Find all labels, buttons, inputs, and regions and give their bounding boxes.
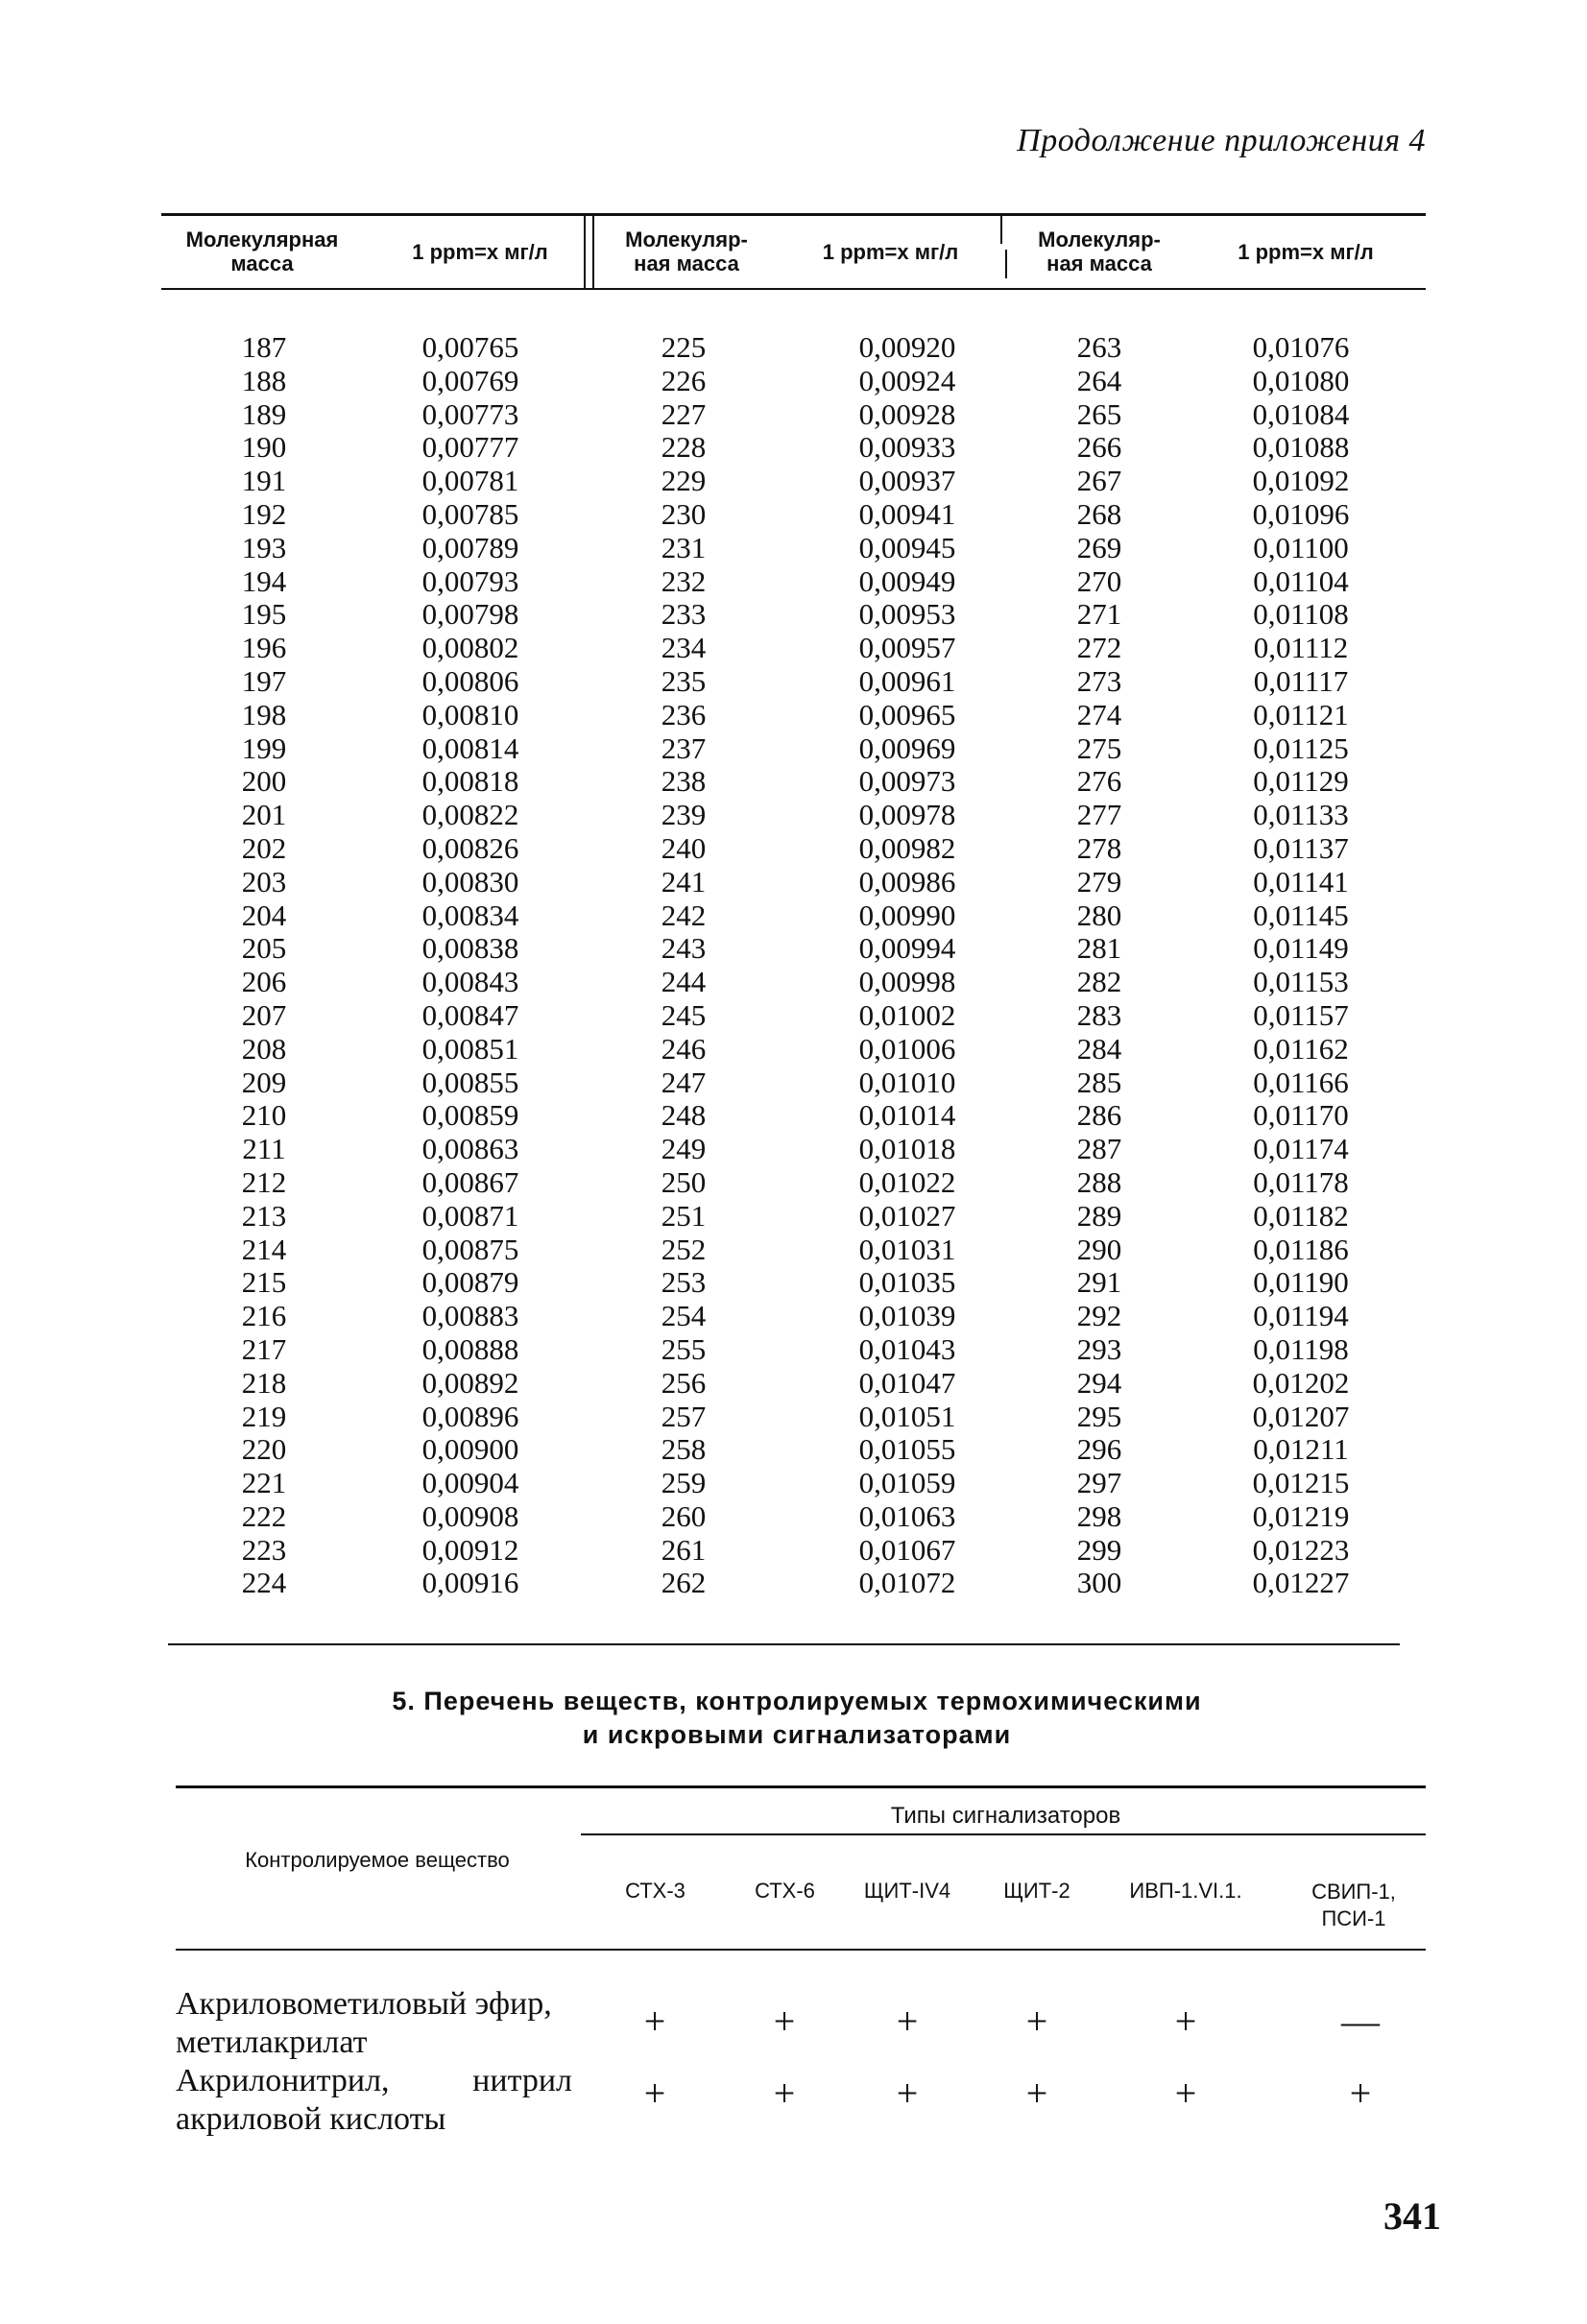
table-cell: 0,00982 (858, 830, 956, 865)
table-cell: 252 (661, 1232, 707, 1266)
table-cell: 0,00928 (858, 396, 956, 431)
table-cell: 0,00912 (421, 1532, 519, 1567)
t2-header-shchit-iv4: ЩИТ-IV4 (863, 1879, 951, 1903)
table-header-rule (161, 288, 1426, 290)
t2-top-rule (176, 1785, 1426, 1788)
table-cell: 256 (661, 1365, 707, 1400)
table-cell: 243 (661, 931, 707, 966)
header-ppm-3: 1 ppm=x мг/л (1238, 240, 1374, 264)
table-cell: 244 (661, 965, 707, 999)
table-cell: 0,00933 (858, 430, 956, 465)
t2-header-svip: СВИП-1, ПСИ-1 (1311, 1880, 1396, 1930)
table-cell: 297 (1076, 1466, 1122, 1500)
table-cell: 268 (1076, 496, 1122, 531)
table-cell: 0,01035 (858, 1265, 956, 1300)
table-cell: 203 (241, 864, 287, 898)
table-cell: 0,00941 (858, 496, 956, 531)
table-cell: 0,01039 (858, 1299, 956, 1333)
table-cell: 222 (241, 1498, 287, 1533)
table-cell: 0,00789 (421, 530, 519, 564)
table-cell: 221 (241, 1466, 287, 1500)
column-mass-3 (1042, 331, 1157, 1600)
table-cell: 0,01166 (1253, 1065, 1349, 1099)
t2-header-shchit-2: ЩИТ-2 (1003, 1879, 1070, 1903)
header-mass-1: Молекулярная масса (185, 228, 339, 276)
column-ppm-2 (821, 331, 994, 1600)
table-cell: 254 (661, 1299, 707, 1333)
table-cell: 0,01194 (1253, 1299, 1349, 1333)
table-cell: 0,01202 (1252, 1365, 1350, 1400)
table-cell: 0,01157 (1253, 997, 1349, 1032)
table-cell: 0,00798 (421, 597, 519, 632)
table-cell: 287 (1076, 1132, 1122, 1166)
table-cell: 0,00969 (858, 731, 956, 765)
table-cell: 0,01104 (1253, 563, 1349, 598)
table-cell: 0,00822 (421, 798, 519, 832)
availability-mark: + (1349, 2072, 1372, 2115)
availability-mark: + (1174, 2072, 1197, 2115)
table-cell: 0,01067 (858, 1532, 956, 1567)
table-cell: 281 (1076, 931, 1122, 966)
table-cell: 292 (1076, 1299, 1122, 1333)
table-cell: 267 (1076, 464, 1122, 498)
table-cell: 266 (1076, 430, 1122, 465)
table-cell: 245 (661, 997, 707, 1032)
table-cell: 0,00953 (858, 597, 956, 632)
table-cell: 0,00773 (421, 396, 519, 431)
column-ppm-1 (384, 331, 557, 1600)
divider-dash-b (1005, 250, 1007, 278)
table-cell: 0,01211 (1253, 1432, 1349, 1467)
table-cell: 0,00818 (421, 764, 519, 799)
table-cell: 0,00806 (421, 663, 519, 698)
table-cell: 0,00847 (421, 997, 519, 1032)
table-cell: 200 (241, 764, 287, 799)
table-cell: 283 (1076, 997, 1122, 1032)
table-cell: 246 (661, 1031, 707, 1066)
table-cell: 194 (241, 563, 287, 598)
availability-mark: + (773, 2072, 796, 2115)
table-cell: 0,01059 (858, 1466, 956, 1500)
table-cell: 241 (661, 864, 707, 898)
table-cell: 261 (661, 1532, 707, 1567)
table-cell: 0,00908 (421, 1498, 519, 1533)
table-cell: 0,01100 (1253, 530, 1349, 564)
table-cell: 298 (1076, 1498, 1122, 1533)
table-cell: 0,00994 (858, 931, 956, 966)
table-cell: 0,00765 (421, 330, 519, 364)
table-cell: 0,01137 (1253, 830, 1349, 865)
table-cell: 274 (1076, 697, 1122, 731)
table-cell: 198 (241, 697, 287, 731)
table-cell: 238 (661, 764, 707, 799)
table-cell: 0,00810 (421, 697, 519, 731)
table-cell: 217 (241, 1331, 287, 1366)
table-cell: 0,01182 (1253, 1198, 1349, 1233)
availability-mark: + (643, 2072, 666, 2115)
table-cell: 0,00867 (421, 1164, 519, 1199)
table-cell: 212 (241, 1164, 287, 1199)
table-cell: 193 (241, 530, 287, 564)
table-top-rule (161, 213, 1426, 216)
table-cell: 230 (661, 496, 707, 531)
t2-row-2-substance: Акрилонитрил, нитрил акриловой кислоты (176, 2063, 572, 2137)
table-cell: 251 (661, 1198, 707, 1233)
table-cell: 0,00924 (858, 363, 956, 397)
table-cell: 0,00937 (858, 464, 956, 498)
t2-header-types: Типы сигнализаторов (890, 1803, 1121, 1829)
column-ppm-3 (1214, 331, 1387, 1600)
table-cell: 187 (241, 330, 287, 364)
table-cell: 0,00863 (421, 1132, 519, 1166)
table-cell: 216 (241, 1299, 287, 1333)
availability-mark: + (1025, 2000, 1048, 2043)
table-cell: 296 (1076, 1432, 1122, 1467)
table-cell: 286 (1076, 1098, 1122, 1133)
table-cell: 288 (1076, 1164, 1122, 1199)
t2-header-rule (176, 1949, 1426, 1951)
table-cell: 0,01027 (858, 1198, 956, 1233)
table-cell: 249 (661, 1132, 707, 1166)
table-cell: 0,00978 (858, 798, 956, 832)
table-cell: 269 (1076, 530, 1122, 564)
table-cell: 219 (241, 1399, 287, 1433)
table-cell: 190 (241, 430, 287, 465)
table-cell: 192 (241, 496, 287, 531)
table-cell: 208 (241, 1031, 287, 1066)
table-cell: 280 (1076, 898, 1122, 932)
t2-header-stx6: СТХ-6 (755, 1879, 815, 1903)
table-cell: 0,01219 (1252, 1498, 1350, 1533)
header-mass-2: Молекуляр- ная масса (625, 228, 748, 276)
header-mass-3: Молекуляр- ная масса (1038, 228, 1161, 276)
table-cell: 0,00793 (421, 563, 519, 598)
availability-mark: + (896, 2000, 919, 2043)
table-cell: 0,00814 (421, 731, 519, 765)
table-cell: 0,01092 (1252, 464, 1350, 498)
table-cell: 284 (1076, 1031, 1122, 1066)
availability-mark: + (1174, 2000, 1197, 2043)
availability-mark: + (773, 2000, 796, 2043)
table-cell: 0,00875 (421, 1232, 519, 1266)
table-cell: 0,01117 (1253, 663, 1349, 698)
table-cell: 195 (241, 597, 287, 632)
table-cell: 260 (661, 1498, 707, 1533)
table-cell: 0,00785 (421, 496, 519, 531)
table-cell: 0,00769 (421, 363, 519, 397)
table-cell: 232 (661, 563, 707, 598)
table-cell: 234 (661, 631, 707, 665)
divider-double-b (592, 215, 594, 290)
table-cell: 201 (241, 798, 287, 832)
table-cell: 0,00961 (858, 663, 956, 698)
table-cell: 0,01207 (1252, 1399, 1350, 1433)
table-cell: 293 (1076, 1331, 1122, 1366)
table-cell: 0,01080 (1252, 363, 1350, 397)
table-cell: 0,01227 (1252, 1566, 1350, 1600)
table-cell: 289 (1076, 1198, 1122, 1233)
table-cell: 211 (242, 1132, 286, 1166)
table-cell: 257 (661, 1399, 707, 1433)
table-cell: 213 (241, 1198, 287, 1233)
table-cell: 188 (241, 363, 287, 397)
table-cell: 0,01088 (1252, 430, 1350, 465)
table-cell: 0,00802 (421, 631, 519, 665)
table-cell: 0,01129 (1253, 764, 1349, 799)
table-cell: 236 (661, 697, 707, 731)
table-cell: 0,01198 (1253, 1331, 1349, 1366)
availability-mark: + (643, 2000, 666, 2043)
table-cell: 299 (1076, 1532, 1122, 1567)
table-cell: 0,01031 (858, 1232, 956, 1266)
section-title: 5. Перечень веществ, контролируемых термохимическими и искровыми сигнализаторами (392, 1687, 1202, 1749)
table-cell: 0,01022 (858, 1164, 956, 1199)
table-cell: 235 (661, 663, 707, 698)
table-cell: 202 (241, 830, 287, 865)
table-cell: 0,01076 (1252, 330, 1350, 364)
table-cell: 226 (661, 363, 707, 397)
table-cell: 0,01047 (858, 1365, 956, 1400)
table-cell: 0,00838 (421, 931, 519, 966)
table-cell: 0,00892 (421, 1365, 519, 1400)
table-cell: 259 (661, 1466, 707, 1500)
table-cell: 265 (1076, 396, 1122, 431)
table-cell: 0,01178 (1253, 1164, 1349, 1199)
table-cell: 191 (241, 464, 287, 498)
table-cell: 240 (661, 830, 707, 865)
table-cell: 0,01125 (1253, 731, 1349, 765)
table-cell: 0,01149 (1253, 931, 1349, 966)
table-cell: 250 (661, 1164, 707, 1199)
table-cell: 223 (241, 1532, 287, 1567)
table-cell: 282 (1076, 965, 1122, 999)
header-ppm-2: 1 ppm=x мг/л (822, 240, 959, 264)
table-cell: 255 (661, 1331, 707, 1366)
divider-dash-a (1000, 215, 1002, 244)
table-cell: 272 (1076, 631, 1122, 665)
t2-header-ivp: ИВП-1.VI.1. (1129, 1879, 1242, 1903)
table-cell: 207 (241, 997, 287, 1032)
table-cell: 0,01190 (1253, 1265, 1349, 1300)
table-cell: 231 (661, 530, 707, 564)
table-cell: 215 (241, 1265, 287, 1300)
running-head: Продолжение приложения 4 (1017, 123, 1426, 158)
table-cell: 206 (241, 965, 287, 999)
table-cell: 0,00888 (421, 1331, 519, 1366)
table-cell: 225 (661, 330, 707, 364)
table-cell: 285 (1076, 1065, 1122, 1099)
table-cell: 0,01174 (1253, 1132, 1349, 1166)
table-cell: 271 (1076, 597, 1122, 632)
table-cell: 0,01055 (858, 1432, 956, 1467)
table-cell: 242 (661, 898, 707, 932)
column-mass-1 (206, 331, 322, 1600)
table-cell: 0,01215 (1252, 1466, 1350, 1500)
table-cell: 0,01162 (1253, 1031, 1349, 1066)
table-cell: 0,00945 (858, 530, 956, 564)
table-cell: 0,00900 (421, 1432, 519, 1467)
table-cell: 279 (1076, 864, 1122, 898)
table-cell: 209 (241, 1065, 287, 1099)
table-cell: 0,00781 (421, 464, 519, 498)
table-cell: 214 (241, 1232, 287, 1266)
table-cell: 0,00871 (421, 1198, 519, 1233)
table-bottom-rule (168, 1643, 1400, 1645)
table-cell: 0,01145 (1253, 898, 1349, 932)
table-cell: 0,00834 (421, 898, 519, 932)
column-mass-2 (626, 331, 741, 1600)
availability-mark: — (1341, 2000, 1380, 2043)
table-cell: 0,01072 (858, 1566, 956, 1600)
table-cell: 276 (1076, 764, 1122, 799)
table-cell: 0,00920 (858, 330, 956, 364)
table-cell: 0,01096 (1252, 496, 1350, 531)
table-cell: 0,00973 (858, 764, 956, 799)
page-number: 341 (1383, 2194, 1441, 2238)
table-cell: 278 (1076, 830, 1122, 865)
t2-row-1-substance: Акриловометиловый эфир, метилакрилат (176, 1986, 552, 2060)
table-cell: 291 (1076, 1265, 1122, 1300)
table-cell: 229 (661, 464, 707, 498)
table-cell: 294 (1076, 1365, 1122, 1400)
table-cell: 227 (661, 396, 707, 431)
table-cell: 0,01112 (1253, 631, 1349, 665)
table-cell: 0,01051 (858, 1399, 956, 1433)
table-cell: 204 (241, 898, 287, 932)
table-cell: 237 (661, 731, 707, 765)
table-cell: 199 (241, 731, 287, 765)
table-cell: 0,01121 (1253, 697, 1349, 731)
table-cell: 0,00949 (858, 563, 956, 598)
table-cell: 0,01153 (1253, 965, 1349, 999)
table-cell: 273 (1076, 663, 1122, 698)
table-cell: 0,01006 (858, 1031, 956, 1066)
table-cell: 0,00851 (421, 1031, 519, 1066)
table-cell: 0,01223 (1252, 1532, 1350, 1567)
table-cell: 0,01084 (1252, 396, 1350, 431)
table-cell: 248 (661, 1098, 707, 1133)
table-cell: 0,01141 (1253, 864, 1349, 898)
table-cell: 0,00904 (421, 1466, 519, 1500)
table-cell: 264 (1076, 363, 1122, 397)
table-cell: 262 (661, 1566, 707, 1600)
table-cell: 0,01018 (858, 1132, 956, 1166)
table-cell: 196 (241, 631, 287, 665)
t2-header-stx3: СТХ-3 (625, 1879, 685, 1903)
table-cell: 0,00879 (421, 1265, 519, 1300)
table-cell: 0,00830 (421, 864, 519, 898)
table-cell: 247 (661, 1065, 707, 1099)
table-cell: 0,00990 (858, 898, 956, 932)
table-cell: 0,01108 (1253, 597, 1349, 632)
t2-header-substance: Контролируемое вещество (245, 1848, 510, 1872)
t2-types-rule (581, 1833, 1426, 1835)
table-cell: 197 (241, 663, 287, 698)
table-cell: 275 (1076, 731, 1122, 765)
table-cell: 224 (241, 1566, 287, 1600)
table-cell: 0,00998 (858, 965, 956, 999)
table-cell: 0,01133 (1253, 798, 1349, 832)
table-cell: 0,00986 (858, 864, 956, 898)
table-cell: 0,00859 (421, 1098, 519, 1133)
table-cell: 210 (241, 1098, 287, 1133)
table-cell: 0,00883 (421, 1299, 519, 1333)
table-cell: 0,01186 (1253, 1232, 1349, 1266)
table-cell: 0,01063 (858, 1498, 956, 1533)
table-cell: 300 (1076, 1566, 1122, 1600)
table-cell: 228 (661, 430, 707, 465)
table-cell: 0,01002 (858, 997, 956, 1032)
table-cell: 270 (1076, 563, 1122, 598)
table-cell: 0,00826 (421, 830, 519, 865)
table-cell: 220 (241, 1432, 287, 1467)
table-cell: 253 (661, 1265, 707, 1300)
table-cell: 205 (241, 931, 287, 966)
table-cell: 0,00965 (858, 697, 956, 731)
table-cell: 233 (661, 597, 707, 632)
table-cell: 189 (241, 396, 287, 431)
table-cell: 295 (1076, 1399, 1122, 1433)
table-cell: 277 (1076, 798, 1122, 832)
availability-mark: + (896, 2072, 919, 2115)
table-cell: 0,00896 (421, 1399, 519, 1433)
divider-double-a (584, 215, 586, 290)
table-cell: 0,01170 (1253, 1098, 1349, 1133)
table-cell: 0,00957 (858, 631, 956, 665)
availability-mark: + (1025, 2072, 1048, 2115)
table-cell: 0,00843 (421, 965, 519, 999)
table-cell: 0,01010 (858, 1065, 956, 1099)
table-cell: 290 (1076, 1232, 1122, 1266)
table-cell: 258 (661, 1432, 707, 1467)
table-cell: 0,01043 (858, 1331, 956, 1366)
table-cell: 0,00855 (421, 1065, 519, 1099)
table-cell: 263 (1076, 330, 1122, 364)
table-cell: 0,00916 (421, 1566, 519, 1600)
header-ppm-1: 1 ppm=x мг/л (412, 240, 548, 264)
table-cell: 0,01014 (858, 1098, 956, 1133)
table-cell: 239 (661, 798, 707, 832)
table-cell: 0,00777 (421, 430, 519, 465)
table-cell: 218 (241, 1365, 287, 1400)
